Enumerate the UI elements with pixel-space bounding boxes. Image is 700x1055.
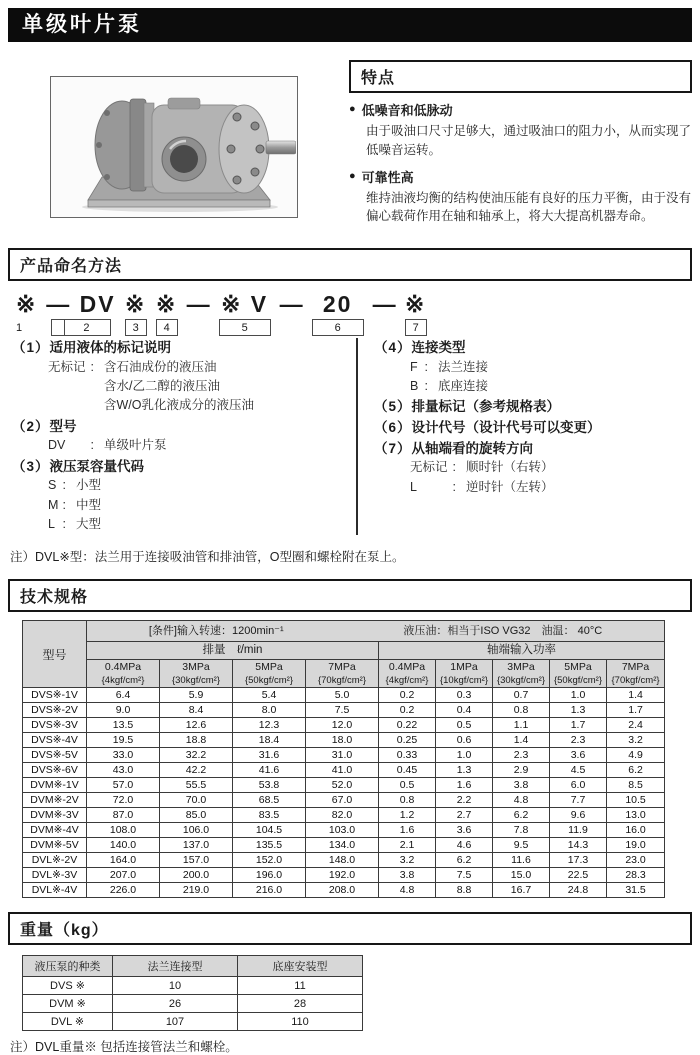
code-box-7: 7 [405,319,427,336]
naming-item-1 [12,338,348,416]
item-number: （2） [12,418,50,434]
model-cell: DVM※-1V [23,778,87,793]
item-number: （5） [374,399,412,415]
naming-subline: M : 中型 [48,497,102,512]
weight-col-type: 液压泵的种类 [23,956,113,977]
pressure-column-header: 7MPa {70kgf/cm²} [607,660,665,688]
pressure-column-header: 3MPa {30kgf/cm²} [160,660,233,688]
feature-item [349,167,692,227]
weight-row [23,977,363,995]
naming-subline: L : 逆时针（左转） [410,479,554,494]
code-token: — [372,291,396,317]
weight-flange-cell: 26 [113,995,238,1013]
spec-row: DVM※-4V 108.0 106.0 104.5 103.0 1.6 3.6 7.8 11.9 16.0 [23,823,665,838]
naming-subline: 含W/O乳化液成分的液压油 [104,398,254,413]
code-token: ※ [124,291,147,317]
weight-row [23,1013,363,1031]
page-title: 单级叶片泵 [22,13,142,36]
code-token: — DV [46,291,116,317]
model-cell: DVM※-5V [23,838,87,853]
condition-speed: [条件]输入转速：1200min⁻¹ [148,625,284,638]
weight-table [22,955,363,1031]
spec-row: DVS※-3V 13.5 12.6 12.3 12.0 0.22 0.5 1.1 1.7 2.4 [23,718,665,733]
pressure-column-header: 1MPa {10kgf/cm²} [436,660,493,688]
weight-type-cell: DVM ※ [23,995,113,1013]
naming-item-5 [374,397,690,417]
spec-header-group-row [23,642,665,660]
code-seg-dash1 [187,292,210,316]
model-cell: DVM※-4V [23,823,87,838]
model-cell: DVM※-3V [23,808,87,823]
naming-item-4 [374,338,690,396]
model-cell: DVS※-3V [23,718,87,733]
code-seg-7 [405,292,427,336]
feature-description: 维持油液均衡的结构使油压能有良好的压力平衡，由于没有偏心载荷作用在轴和轴承上，将大大提高机器寿命。 [366,190,692,224]
model-cell: DVL※-4V [23,883,87,898]
condition-cell [87,621,665,642]
spec-row: DVM※-5V 140.0 137.0 135.5 134.0 2.1 4.6 9.5 14.3 19.0 [23,838,665,853]
pressure-column-header: 5MPa {50kgf/cm²} [233,660,306,688]
item-title: 液压泵容量代码 [49,458,145,474]
item-title: 适用液体的标记说明 [49,340,172,356]
code-box-2-subcell [54,320,65,335]
spec-row: DVM※-3V 87.0 85.0 83.5 82.0 1.2 2.7 6.2 9.6 13.0 [23,808,665,823]
bullet-icon: ● [349,103,356,115]
code-num-1: 1 [16,321,23,334]
spec-header-pressure-row [23,660,665,688]
feature-title: 可靠性高 [361,169,414,185]
code-seg-6 [312,292,364,336]
naming-subline: B : 底座连接 [410,379,489,394]
code-seg-5 [219,292,271,336]
naming-subline: F : 法兰连接 [410,359,489,374]
spec-row: DVL※-3V 207.0 200.0 196.0 192.0 3.8 7.5 15.0 22.5 28.3 [23,868,665,883]
weight-flange-cell: 10 [113,977,238,995]
item-number: （1） [12,340,50,356]
code-seg-4 [156,292,178,336]
specs-heading-box [8,579,692,612]
spec-row: DVS※-2V 9.0 8.4 8.0 7.5 0.2 0.4 0.8 1.3 1.7 [23,703,665,718]
item-title: 排量标记（参考规格表） [411,399,561,415]
bullet-icon: ● [349,169,356,182]
spec-row: DVS※-1V 6.4 5.9 5.4 5.0 0.2 0.3 0.7 1.0 1.4 [23,688,665,703]
weight-heading: 重量（kg） [20,922,109,940]
feature-list [349,100,692,226]
weight-base-cell: 110 [238,1013,363,1031]
model-cell: DVM※-2V [23,793,87,808]
top-section [10,60,692,234]
naming-right-column [358,338,690,535]
code-box-6: 6 [312,319,364,336]
power-group-header: 轴端输入功率 [379,642,665,660]
code-seg-dash3 [373,292,396,316]
weight-col-flange: 法兰连接型 [113,956,238,977]
code-seg-1 [16,292,37,336]
weight-type-cell: DVS ※ [23,977,113,995]
code-seg-3 [125,292,147,336]
naming-subline: S : 小型 [48,478,102,493]
code-token: ※ V [221,291,269,317]
spec-row: DVL※-2V 164.0 157.0 152.0 148.0 3.2 6.2 11.6 17.3 23.0 [23,853,665,868]
weight-heading-box [8,912,692,945]
pressure-column-header: 0.4MPa {4kgf/cm²} [379,660,436,688]
spec-body-dvs [23,688,665,778]
spec-row: DVS※-4V 19.5 18.8 18.4 18.0 0.25 0.6 1.4 2.3 3.2 [23,733,665,748]
spec-row: DVS※-6V 43.0 42.2 41.6 41.0 0.45 1.3 2.9 4.5 6.2 [23,763,665,778]
code-token: ※ [404,291,427,317]
model-cell: DVL※-3V [23,868,87,883]
spec-header-condition-row [23,621,665,642]
feature-title: 低噪音和低脉动 [361,103,453,118]
weight-col-base: 底座安装型 [238,956,363,977]
item-title: 型号 [49,418,77,434]
naming-subline: DV : 单级叶片泵 [48,438,167,453]
item-title: 设计代号（设计代号可以变更） [411,420,601,436]
code-box-5: 5 [219,319,271,336]
specs-heading: 技术规格 [20,589,89,607]
naming-heading-box [8,248,692,281]
naming-subline: 无标记 : 顺时针（右转） [410,460,554,475]
naming-subline: 含水/乙二醇的液压油 [104,379,220,394]
features-heading: 特点 [361,70,396,87]
naming-item-3 [12,457,348,535]
code-token: ※ [16,291,38,317]
spec-row: DVL※-4V 226.0 219.0 216.0 208.0 4.8 8.8 16.7 24.8 31.5 [23,883,665,898]
spec-row: DVM※-2V 72.0 70.0 68.5 67.0 0.8 2.2 4.8 7.7 10.5 [23,793,665,808]
weight-base-cell: 28 [238,995,363,1013]
weight-note: 注）DVL重量※ 包括连接管法兰和螺栓。 [10,1040,238,1055]
item-number: （7） [374,440,412,456]
pump-product-image [52,79,296,215]
weight-flange-cell: 107 [113,1013,238,1031]
features-heading-box [349,60,692,93]
model-cell: DVS※-1V [23,688,87,703]
pressure-column-header: 5MPa {50kgf/cm²} [550,660,607,688]
model-cell: DVS※-4V [23,733,87,748]
spec-row: DVM※-1V 57.0 55.5 53.8 52.0 0.5 1.6 3.8 6.0 8.5 [23,778,665,793]
code-token: — [186,291,210,317]
code-token: — [279,291,303,317]
feature-item [349,100,692,160]
naming-item-2 [12,417,348,456]
naming-section-head [8,248,692,281]
code-box-3: 3 [125,319,147,336]
item-number: （6） [374,420,412,436]
item-title: 从轴端看的旋转方向 [411,440,534,456]
pressure-column-header: 3MPa {30kgf/cm²} [493,660,550,688]
condition-oil: 液压油：相当于ISO VG32 油温： 40°C [403,625,603,638]
code-seg-2 [46,292,115,336]
weight-base-cell: 11 [238,977,363,995]
model-cell: DVS※-2V [23,703,87,718]
model-code-row [16,292,700,336]
specs-section-head [8,579,692,612]
spec-table [22,620,665,898]
model-cell: DVS※-6V [23,763,87,778]
naming-subline: 无标记 : 含石油成份的液压油 [48,359,217,374]
weight-header-row [23,956,363,977]
weight-section-head [8,912,692,945]
naming-detail-columns [12,338,690,535]
feature-title-row [349,167,692,186]
naming-heading: 产品命名方法 [20,258,123,275]
pressure-column-header: 7MPa {70kgf/cm²} [306,660,379,688]
item-number: （3） [12,458,50,474]
weight-row [23,995,363,1013]
code-seg-dash2 [280,292,303,316]
naming-left-column [12,338,358,535]
code-token: ※ [155,291,178,317]
spec-body-dvm [23,778,665,853]
item-number: （4） [374,340,412,356]
naming-subline: L : 大型 [48,517,102,532]
model-cell: DVS※-5V [23,748,87,763]
naming-item-7 [374,439,690,497]
features-section [349,60,692,234]
code-token: 20 [322,291,353,317]
pump-photo-frame [50,76,298,218]
displacement-group-header: 排量 ℓ/min [87,642,379,660]
item-title: 连接类型 [411,340,466,356]
model-cell: DVL※-2V [23,853,87,868]
page-title-bar [8,8,692,42]
spec-body-dvl [23,853,665,898]
weight-type-cell: DVL ※ [23,1013,113,1031]
pressure-column-header: 0.4MPa {4kgf/cm²} [87,660,160,688]
code-box-2: 2 [51,319,111,336]
naming-item-6 [374,418,690,438]
model-column-header: 型号 [23,621,87,688]
feature-title-row [349,100,692,119]
spec-row: DVS※-5V 33.0 32.2 31.6 31.0 0.33 1.0 2.3 3.6 4.9 [23,748,665,763]
code-box-4: 4 [156,319,178,336]
naming-note: 注）DVL※型：法兰用于连接吸油管和排油管，O型圈和螺栓附在泵上。 [10,550,405,565]
weight-table-body [23,977,363,1031]
feature-description: 由于吸油口尺寸足够大，通过吸油口的阻力小，从而实现了低噪音运转。 [366,124,692,157]
